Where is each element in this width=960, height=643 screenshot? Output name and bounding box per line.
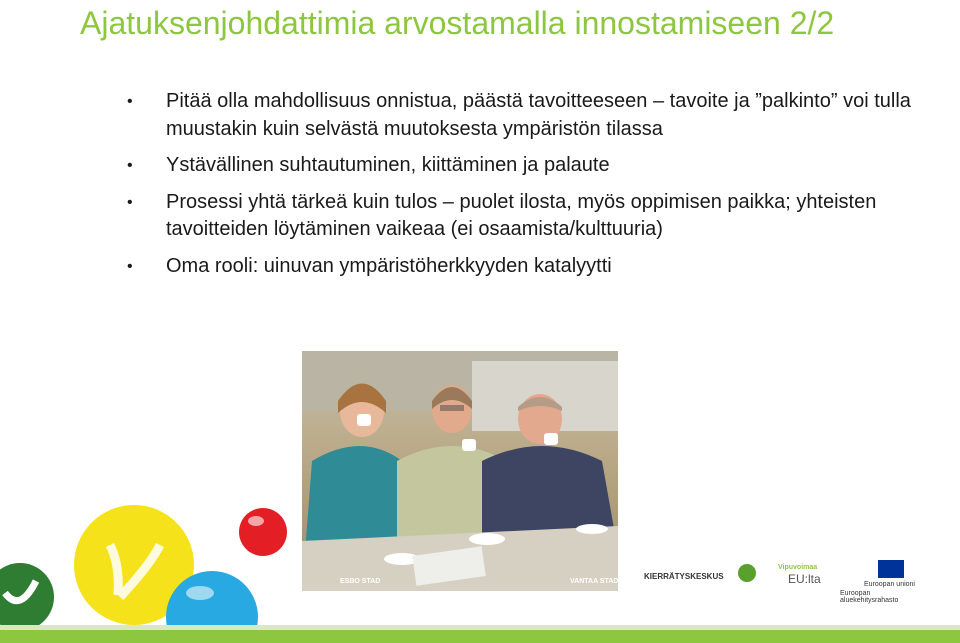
eu-fund-label: Euroopan aluekehitysrahasto xyxy=(840,590,899,604)
eulta-logo: EU:lta xyxy=(788,572,821,586)
bullet-item xyxy=(125,189,925,244)
group-photo xyxy=(302,351,618,591)
partner-logos xyxy=(330,560,930,605)
eu-label: Euroopan unioni xyxy=(864,581,915,588)
kierratyskeskus-logo: KIERRÄTYSKESKUS xyxy=(644,572,724,581)
bullet-list xyxy=(125,88,925,289)
bullet-text: Ystävällinen suhtautuminen, kiittäminen ja palaute xyxy=(166,154,610,176)
vipuvoimaa-logo: Vipuvoimaa xyxy=(778,564,818,571)
vantaa-logo: VANTAA STAD xyxy=(570,578,619,585)
bullet-dot: • xyxy=(127,193,133,211)
decorative-balls xyxy=(0,505,300,643)
bullet-item xyxy=(125,152,925,180)
eu-flag-icon xyxy=(878,560,904,578)
bullet-item xyxy=(125,253,925,281)
footer-bar xyxy=(0,630,960,643)
bullet-text: Prosessi yhtä tärkeä kuin tulos – puolet ilosta, myös oppimisen paikka; yhteisten tavoitteiden löytäminen vaikeaa (ei osaamista/kulttuuria) xyxy=(166,190,877,240)
bullet-text: Oma rooli: uinuvan ympäristöherkkyyden katalyytti xyxy=(166,254,612,277)
bullet-text: Pitää olla mahdollisuus onnistua, päästä tavoitteeseen – tavoite ja ”palkinto” voi tulla muustakin kuin selvästä muutoksesta ympäristön tilassa xyxy=(166,90,911,140)
environment-logo-icon xyxy=(738,564,756,582)
bullet-item xyxy=(125,88,925,143)
bullet-dot: • xyxy=(127,93,133,110)
slide-title: Ajatuksenjohdattimia arvostamalla innostamiseen 2/2 xyxy=(80,5,835,41)
espoo-logo: ESBO STAD xyxy=(340,578,381,585)
red-ball-icon xyxy=(239,508,287,556)
bullet-dot: • xyxy=(127,257,133,275)
bullet-dot: • xyxy=(127,157,133,174)
